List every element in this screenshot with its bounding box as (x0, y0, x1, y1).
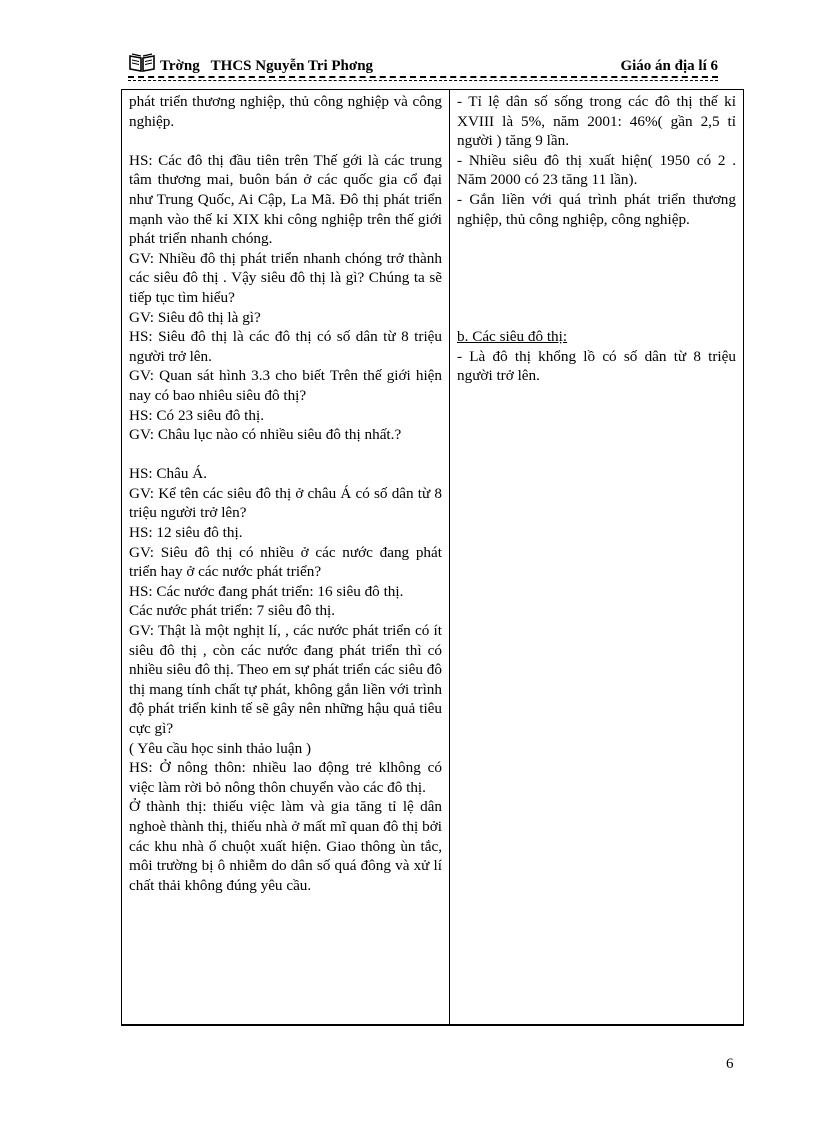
lesson-paragraph: Các nước phát triển: 7 siêu đô thị. (129, 602, 336, 620)
lesson-paragraph: GV: Thật là một nghịt lí, , các nước phát triển có ít siêu đô thị , còn các nước đang phát triển thì có nhiều siêu đô thị. Theo em sự phát triển các siêu đô thị mang tính chất tự phát, không gắn liền với trình độ phát triển kinh tế sẽ gây nên những hậu quả tiêu cực gì? (129, 622, 442, 737)
lesson-table (121, 89, 744, 1026)
page-number: 6 (726, 1056, 734, 1072)
lesson-paragraph: GV: Siêu đô thị có nhiều ở các nước đang phát triển hay ở các nước phát triển? (129, 543, 442, 581)
lesson-paragraph: HS: Siêu đô thị là các đô thị có số dân từ 8 triệu người trở lên. (129, 328, 442, 365)
document-title: Giáo án địa lí 6 (620, 58, 718, 74)
content-point: - Gắn liền với quá trình phát triển thương nghiệp, thủ công nghiệp, công nghiệp. (457, 190, 736, 228)
lesson-paragraph: GV: Châu lục nào có nhiều siêu đô thị nhất.? (129, 426, 402, 444)
lesson-paragraph: ( Yêu cầu học sinh thảo luận ) (129, 739, 312, 757)
section-b-text: - Là đô thị khổng lồ có số dân từ 8 triệu người trở lên. (457, 347, 736, 385)
page-header (128, 52, 718, 78)
school-name: Trờng THCS Nguyễn Tri Phơng (160, 58, 374, 74)
lesson-paragraph: GV: Siêu đô thị là gì? (129, 308, 261, 326)
lesson-paragraph: GV: Kể tên các siêu đô thị ở châu Á có số dân từ 8 triệu người trở lên? (129, 484, 442, 522)
lesson-paragraph: HS: Các đô thị đầu tiên trên Thế gới là các trung tâm thương mai, buôn bán ở các quốc gia cổ đại như Trung Quốc, Ai Cập, La Mã. Đô thị phát triển mạnh vào thế kỉ XIX khi công nghiệp trên thế giới phát triển nhanh chóng. (129, 151, 442, 248)
lesson-paragraph: HS: Châu Á. (129, 465, 208, 483)
lesson-paragraph: HS: Có 23 siêu đô thị. (129, 406, 265, 424)
table-row (122, 90, 744, 1026)
lesson-paragraph: HS: Ở nông thôn: nhiều lao động trẻ klhông có việc làm rời bỏ nông thôn chuyển vào các đô thị. (129, 759, 442, 796)
lesson-paragraph: HS: Các nước đang phát triển: 16 siêu đô thị. (129, 582, 404, 600)
lesson-paragraph: GV: Nhiều đô thị phát triển nhanh chóng trở thành các siêu đô thị . Vậy siêu đô thị là gì? Chúng ta sẽ tiếp tục tìm hiểu? (129, 249, 442, 306)
main-content-column (450, 90, 744, 1026)
content-point: - Tỉ lệ dân số sống trong các đô thị thế kỉ XVIII là 5%, năm 2001: 46%( gần 2,5 tỉ người ) tăng 9 lần. (457, 93, 736, 150)
content-point: - Nhiều siêu đô thị xuất hiện( 1950 có 2 . Năm 2000 có 23 tăng 11 lần). (457, 151, 736, 189)
lesson-paragraph: HS: 12 siêu đô thị. (129, 524, 243, 542)
header-divider-thin (128, 80, 718, 81)
section-b-heading: b. Các siêu đô thị: (457, 328, 568, 346)
blank-line (129, 445, 442, 465)
lesson-paragraph: Ở thành thị: thiếu việc làm và gia tăng tỉ lệ dân nghoè thành thị, thiếu nhà ở mất mĩ quan đô thị bởi các khu nhà ổ chuột xuất hiện. Giao thông ùn tắc, môi trường bị ô nhiễm do dân số quá đông và xử lí chất thải không đúng yêu cầu. (129, 798, 442, 894)
lesson-paragraph: phát triển thương nghiệp, thủ công nghiệp và công nghiệp. (129, 93, 442, 130)
blank-line (129, 131, 442, 151)
lesson-paragraph: GV: Quan sát hình 3.3 cho biết Trên thế giới hiện nay có bao nhiêu siêu đô thị? (129, 367, 442, 404)
teacher-student-activity-column (122, 90, 450, 1026)
blank-space (457, 229, 736, 327)
open-book-icon (128, 52, 156, 74)
